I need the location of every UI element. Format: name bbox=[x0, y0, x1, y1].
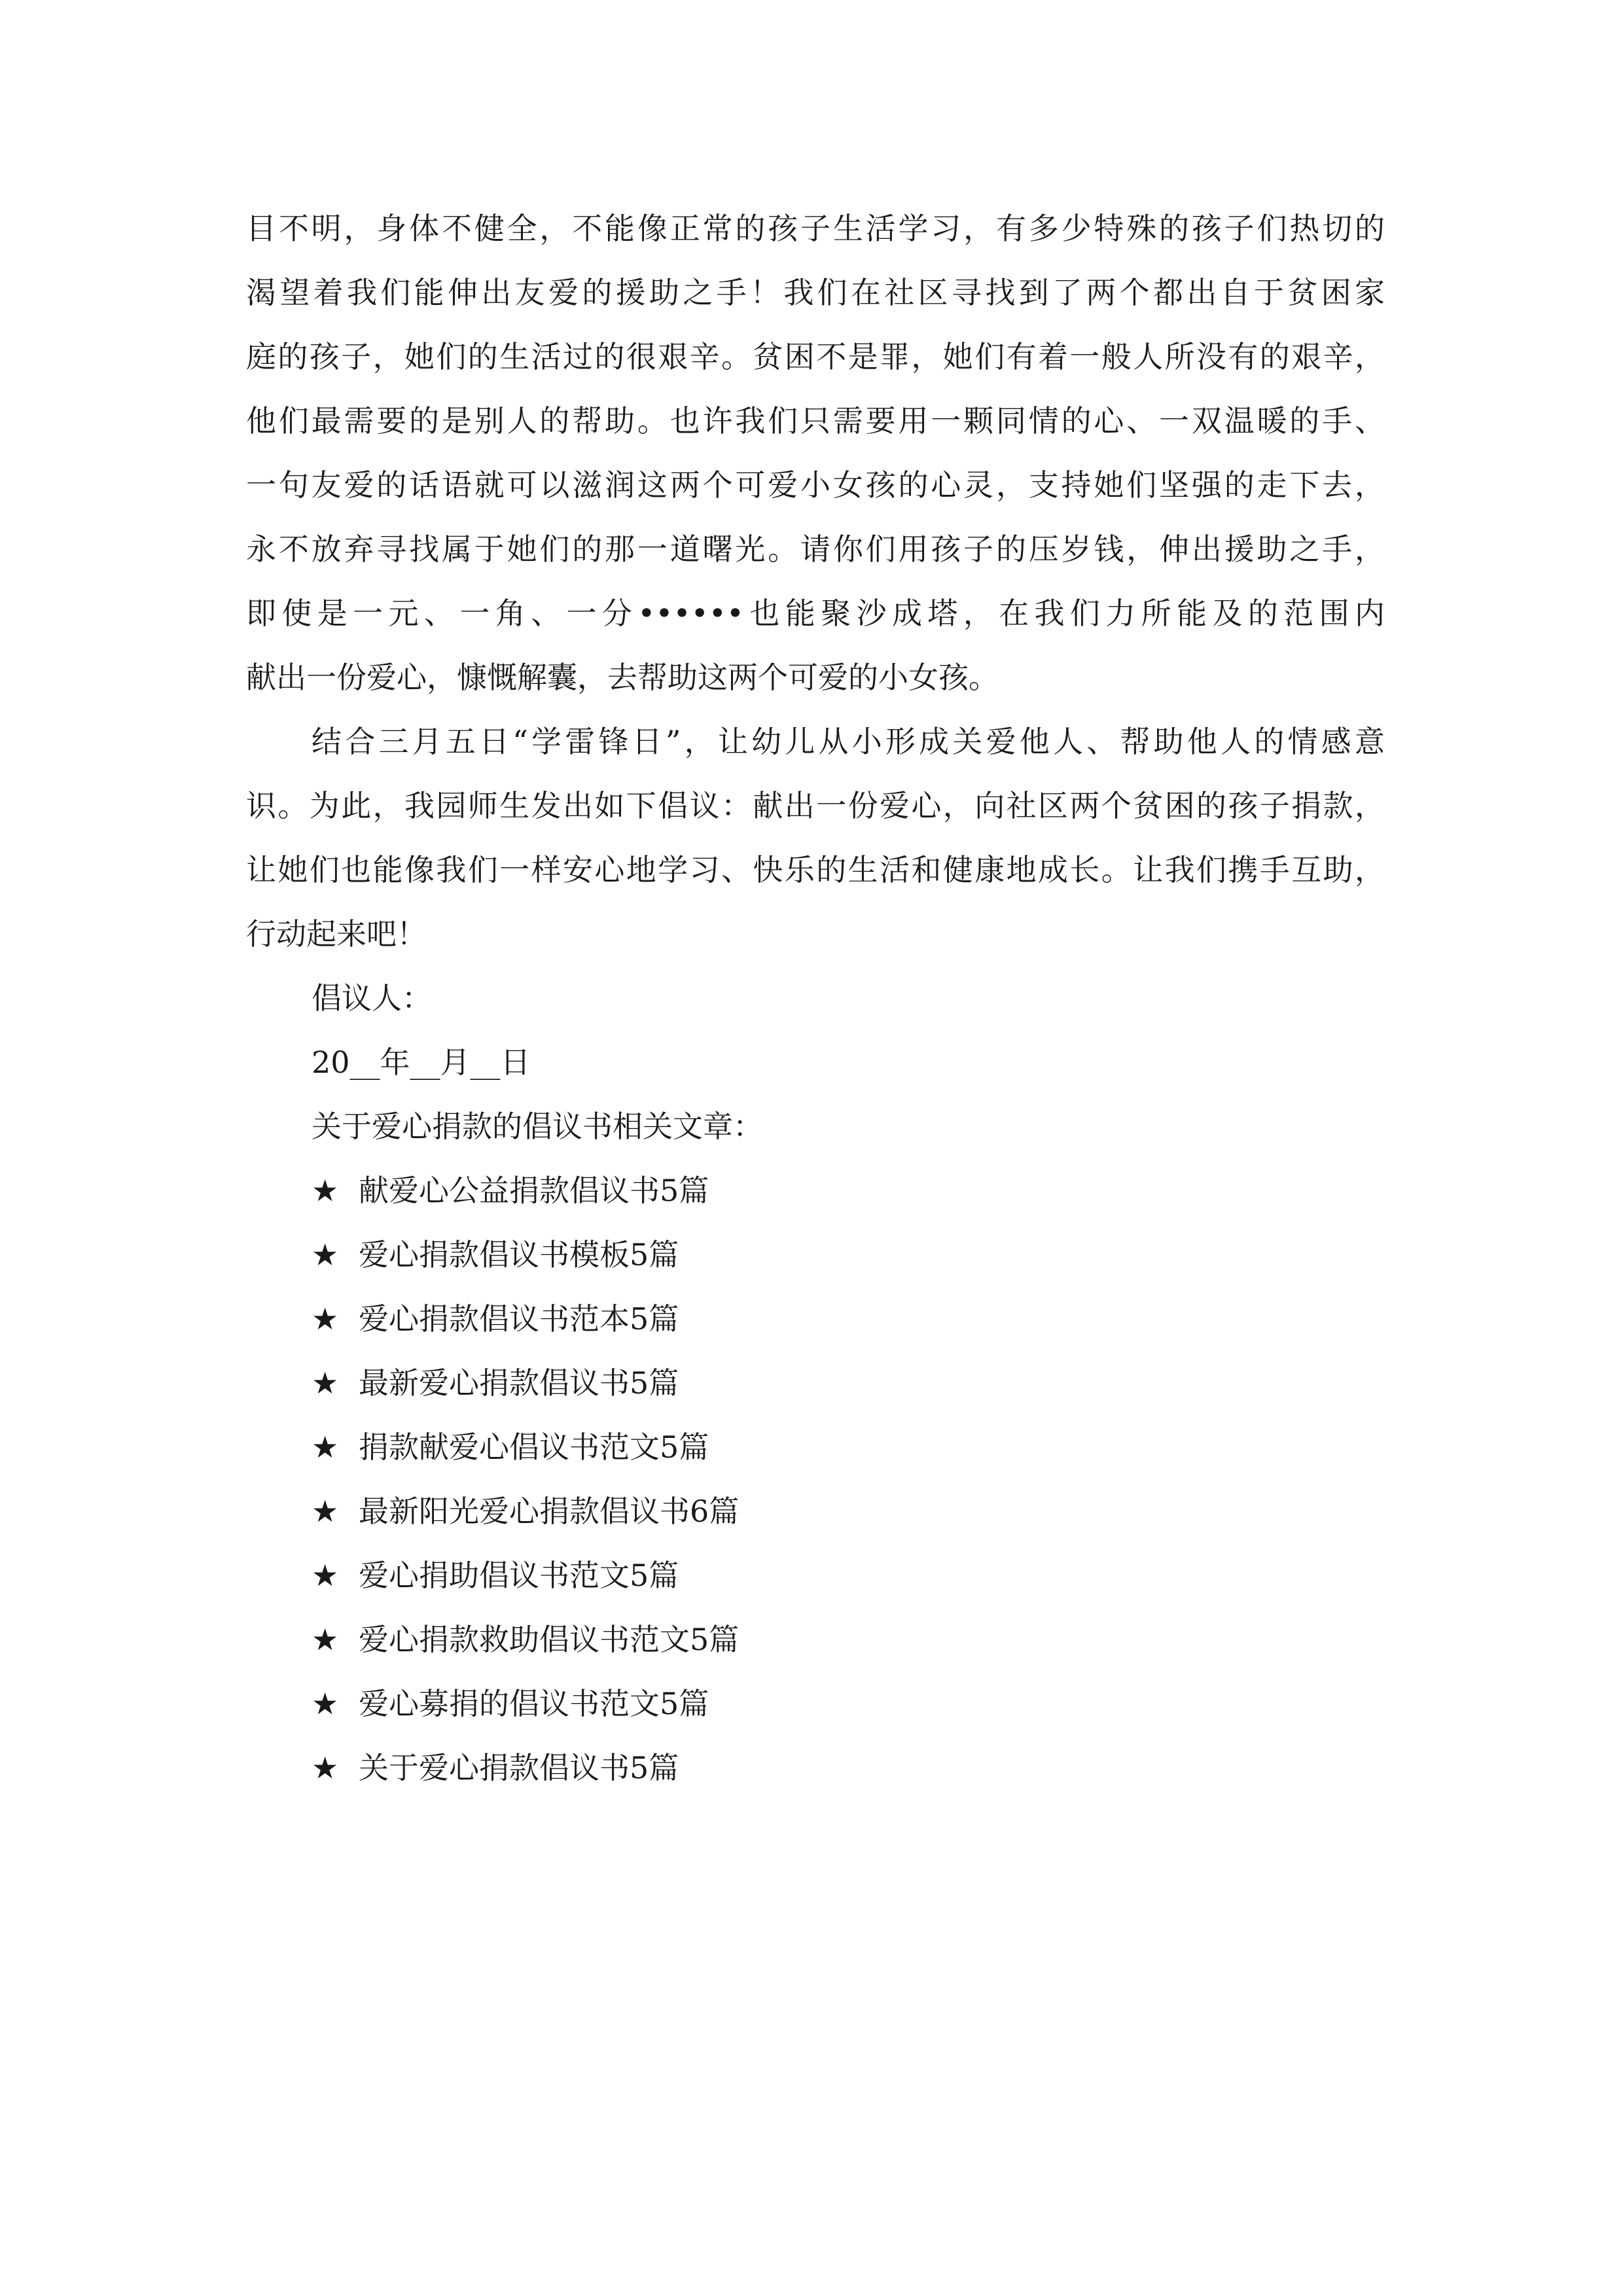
paragraph-line: 渴望着我们能伸出友爱的援助之手！我们在社区寻找到了两个都出自于贫困家 bbox=[246, 275, 1385, 310]
star-icon: ★ bbox=[312, 1686, 339, 1721]
related-article-title: 最新爱心捐款倡议书5篇 bbox=[359, 1365, 679, 1401]
related-article-link[interactable] bbox=[246, 1287, 1385, 1351]
star-icon: ★ bbox=[312, 1558, 339, 1593]
proposer-label: 倡议人： bbox=[312, 980, 432, 1016]
paragraph-line: 行动起来吧！ bbox=[246, 916, 427, 952]
paragraph-line: 即使是一元、一角、一分••••••也能聚沙成塔，在我们力所能及的范围内 bbox=[246, 596, 1385, 631]
proposal-paragraph bbox=[246, 709, 1385, 966]
paragraph-line: 目不明，身体不健全，不能像正常的孩子生活学习，有多少特殊的孩子们热切的 bbox=[246, 211, 1385, 246]
star-icon: ★ bbox=[312, 1750, 339, 1785]
related-article-link[interactable] bbox=[246, 1607, 1385, 1672]
related-article-link[interactable] bbox=[246, 1158, 1385, 1223]
related-article-title: 爱心捐款救助倡议书范文5篇 bbox=[359, 1622, 740, 1657]
related-article-link[interactable] bbox=[246, 1672, 1385, 1736]
paragraph-line: 识。为此，我园师生发出如下倡议：献出一份爱心，向社区两个贫困的孩子捐款， bbox=[246, 788, 1385, 823]
related-article-title: 爱心募捐的倡议书范文5篇 bbox=[359, 1686, 709, 1721]
related-article-title: 献爱心公益捐款倡议书5篇 bbox=[359, 1173, 709, 1208]
related-articles-list bbox=[246, 1158, 1385, 1800]
date-line: 20__年__月__日 bbox=[312, 1045, 531, 1080]
related-article-link[interactable] bbox=[246, 1736, 1385, 1800]
related-article-title: 爱心捐款倡议书范本5篇 bbox=[359, 1301, 679, 1336]
star-icon: ★ bbox=[312, 1622, 339, 1657]
related-article-title: 关于爱心捐款倡议书5篇 bbox=[359, 1750, 679, 1785]
related-article-link[interactable] bbox=[246, 1415, 1385, 1479]
paragraph-line: 让她们也能像我们一样安心地学习、快乐的生活和健康地成长。让我们携手互助， bbox=[246, 852, 1385, 888]
related-article-title: 爱心捐助倡议书范文5篇 bbox=[359, 1558, 679, 1593]
related-article-title: 爱心捐款倡议书模板5篇 bbox=[359, 1237, 679, 1272]
paragraph-line: 永不放弃寻找属于她们的那一道曙光。请你们用孩子的压岁钱，伸出援助之手， bbox=[246, 531, 1385, 567]
related-article-link[interactable] bbox=[246, 1543, 1385, 1607]
document-body bbox=[246, 196, 1385, 1800]
star-icon: ★ bbox=[312, 1365, 339, 1401]
related-article-title: 捐款献爱心倡议书范文5篇 bbox=[359, 1429, 709, 1465]
related-article-title: 最新阳光爱心捐款倡议书6篇 bbox=[359, 1494, 740, 1529]
paragraph-line: 庭的孩子，她们的生活过的很艰辛。贫困不是罪，她们有着一般人所没有的艰辛， bbox=[246, 339, 1385, 374]
related-article-link[interactable] bbox=[246, 1223, 1385, 1287]
related-article-link[interactable] bbox=[246, 1479, 1385, 1543]
paragraph-line: 献出一份爱心，慷慨解囊，去帮助这两个可爱的小女孩。 bbox=[246, 660, 999, 695]
star-icon: ★ bbox=[312, 1494, 339, 1529]
star-icon: ★ bbox=[312, 1301, 339, 1336]
related-articles-heading: 关于爱心捐款的倡议书相关文章： bbox=[312, 1109, 763, 1144]
star-icon: ★ bbox=[312, 1429, 339, 1465]
paragraph-line: 结合三月五日“学雷锋日”，让幼儿从小形成关爱他人、帮助他人的情感意 bbox=[312, 724, 1385, 759]
paragraph-line: 一句友爱的话语就可以滋润这两个可爱小女孩的心灵，支持她们坚强的走下去， bbox=[246, 467, 1385, 503]
related-article-link[interactable] bbox=[246, 1351, 1385, 1415]
star-icon: ★ bbox=[312, 1237, 339, 1272]
appeal-paragraph bbox=[246, 196, 1385, 709]
paragraph-line: 他们最需要的是别人的帮助。也许我们只需要用一颗同情的心、一双温暖的手、 bbox=[246, 403, 1385, 439]
star-icon: ★ bbox=[312, 1173, 339, 1208]
